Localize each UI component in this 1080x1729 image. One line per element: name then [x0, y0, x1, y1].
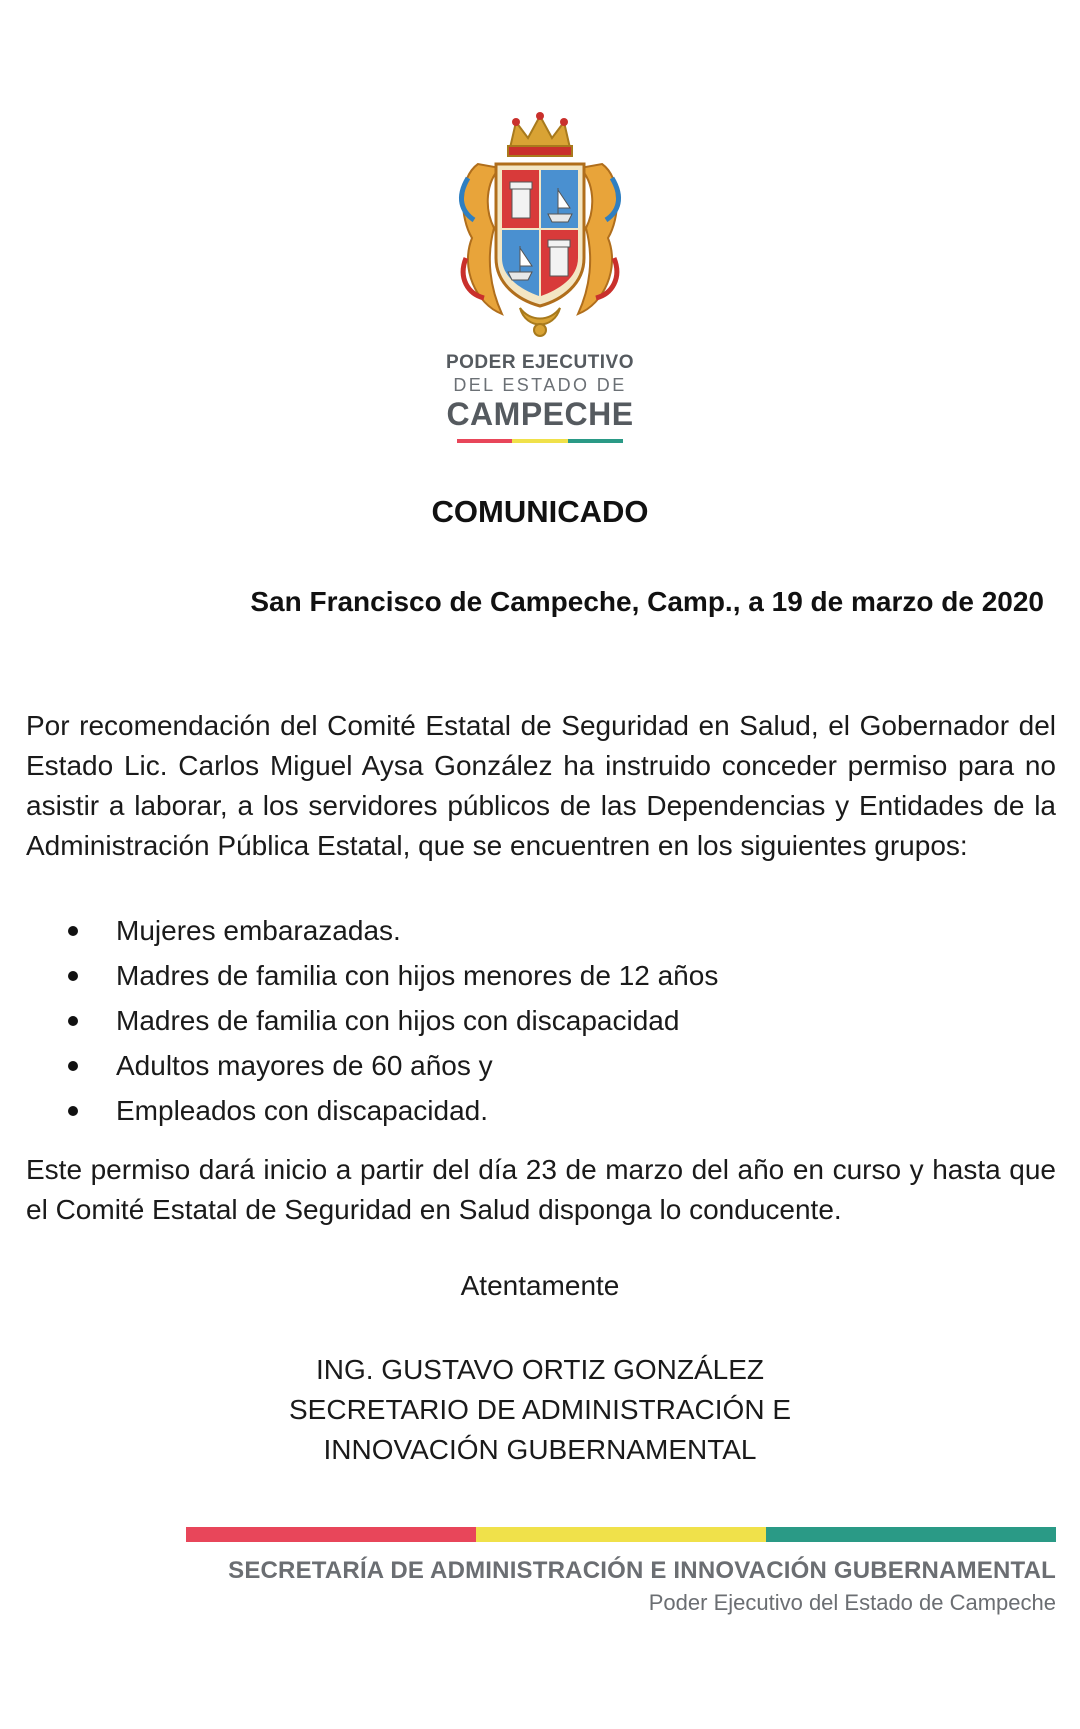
signatory-position-line1: SECRETARIO DE ADMINISTRACIÓN E: [289, 1394, 791, 1425]
list-item: Madres de familia con hijos menores de 12 años: [60, 953, 718, 998]
coat-of-arms-icon: [450, 108, 630, 340]
footer-bar-red: [186, 1527, 476, 1542]
footer-bar-yellow: [476, 1527, 766, 1542]
footer-title: SECRETARÍA DE ADMINISTRACIÓN E INNOVACIÓN GUBERNAMENTAL: [228, 1557, 1056, 1584]
list-item: Mujeres embarazadas.: [60, 908, 718, 953]
logo-line-campeche: CAMPECHE: [446, 396, 634, 432]
footer-bar-green: [766, 1527, 1056, 1542]
dateline: San Francisco de Campeche, Camp., a 19 de marzo de 2020: [250, 586, 1044, 617]
list-item: Empleados con discapacidad.: [60, 1088, 718, 1133]
logo-bar-green: [568, 439, 623, 443]
footer-subtitle: Poder Ejecutivo del Estado de Campeche: [648, 1590, 1056, 1615]
bullet-icon: [68, 1016, 78, 1026]
logo-bar-red: [457, 439, 512, 443]
list-item: Madres de familia con hijos con discapacidad: [60, 998, 718, 1043]
logo-line-del-estado: DEL ESTADO DE: [453, 375, 627, 395]
list-item: Adultos mayores de 60 años y: [60, 1043, 718, 1088]
bullet-icon: [68, 971, 78, 981]
document-title: COMUNICADO: [431, 494, 649, 529]
logo-color-bar: [457, 439, 623, 443]
groups-list: [60, 908, 718, 1133]
bullet-icon: [68, 1061, 78, 1071]
closing-paragraph: Este permiso dará inicio a partir del día 23 de marzo del año en curso y hasta que el Comité Estatal de Seguridad en Salud disponga lo conducente.: [26, 1154, 1056, 1225]
signatory-position-line2: INNOVACIÓN GUBERNAMENTAL: [323, 1434, 757, 1465]
signatory-name: ING. GUSTAVO ORTIZ GONZÁLEZ: [315, 1354, 765, 1385]
footer-color-bar: [186, 1527, 1056, 1542]
logo-line-poder-ejecutivo: PODER EJECUTIVO: [445, 352, 635, 373]
salutation: Atentamente: [460, 1270, 620, 1301]
signature-block: [0, 1350, 1080, 1470]
body-paragraph: Por recomendación del Comité Estatal de Seguridad en Salud, el Gobernador del Estado Lic. Carlos Miguel Aysa González ha instruido conceder permiso para no asistir a laborar, a los servidores públicos de las Dependencias y Entidades de la Administración Pública Estatal, que se encuentren en los siguientes grupos:: [26, 710, 1056, 861]
logo-bar-yellow: [512, 439, 567, 443]
bullet-icon: [68, 1106, 78, 1116]
bullet-icon: [68, 926, 78, 936]
government-logo: [440, 108, 640, 443]
